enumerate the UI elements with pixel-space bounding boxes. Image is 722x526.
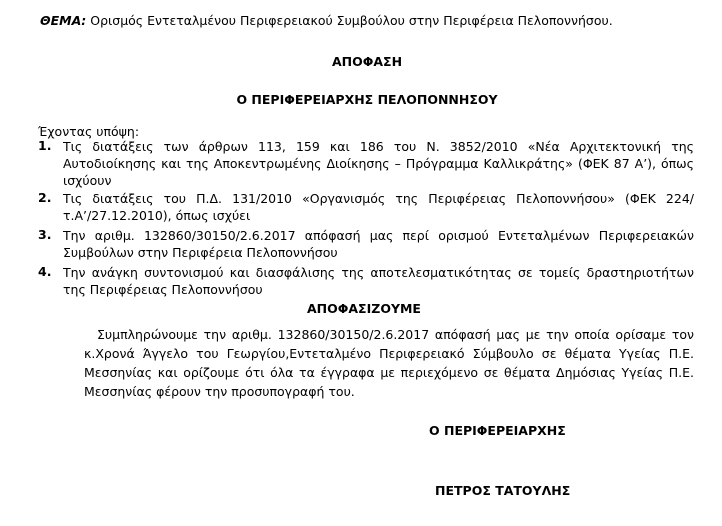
list-item-text: Τις διατάξεις των άρθρων 113, 159 και 186 του Ν. 3852/2010 «Νέα Αρχιτεκτονική της Αυτοδιοίκησης και της Αποκεντρωμένης Διοίκησης – Πρόγραμμα Καλλικράτης» (ΦΕΚ 87 Α’), όπως ισχύουν — [63, 139, 694, 188]
regional-governor-title: Ο ΠΕΡΙΦΕΡΕΙΑΡΧΗΣ ΠΕΛΟΠΟΝΝΗΣΟΥ — [236, 92, 498, 107]
list-item-text: Την ανάγκη συντονισμού και διασφάλισης της αποτελεσματικότητας σε τομείς δραστηριοτήτων της Περιφέρειας Πελοποννήσου — [63, 265, 694, 297]
subject-line — [40, 13, 613, 28]
list-item-text: Τις διατάξεις του Π.Δ. 131/2010 «Οργανισμός της Περιφέρειας Πελοποννήσου» (ΦΕΚ 224/τ.Α’/27.12.2010), όπως ισχύει — [63, 191, 694, 223]
decide-title: ΑΠΟΦΑΣΙΖΟΥΜΕ — [307, 301, 421, 316]
signature-name: ΠΕΤΡΟΣ ΤΑΤΟΥΛΗΣ — [435, 483, 571, 498]
list-item-number: 3. — [38, 227, 52, 242]
considering-label: Έχοντας υπόψη: — [38, 124, 140, 139]
list-item-number: 1. — [38, 138, 52, 153]
signature-role: Ο ΠΕΡΙΦΕΡΕΙΑΡΧΗΣ — [429, 423, 566, 438]
list-item-number: 2. — [38, 190, 52, 205]
subject-text: Ορισμός Εντεταλμένου Περιφερειακού Συμβούλου στην Περιφέρεια Πελοποννήσου. — [90, 13, 613, 28]
list-item-number: 4. — [38, 264, 52, 279]
decision-body: Συμπληρώνουμε την αριθμ. 132860/30150/2.6.2017 απόφασή μας με την οποία ορίσαμε τον κ.Χρονά Άγγελο του Γεωργίου,Εντεταλμένο Περιφερειακό Σύμβουλο σε θέματα Υγείας Π.Ε. Μεσσηνίας και ορίζουμε ότι όλα τα έγγραφα με περιεχόμενο σε θέματα Δημόσιας Υγείας Π.Ε. Μεσσηνίας φέρουν την προσυπογραφή του. — [84, 327, 694, 399]
decision-title: ΑΠΟΦΑΣΗ — [331, 54, 403, 69]
list-item-text: Την αριθμ. 132860/30150/2.6.2017 απόφασή μας περί ορισμού Εντεταλμένων Περιφερειακών Συμβούλων στην Περιφέρεια Πελοποννήσου — [63, 228, 694, 260]
subject-label: ΘΕΜΑ: — [40, 13, 87, 28]
